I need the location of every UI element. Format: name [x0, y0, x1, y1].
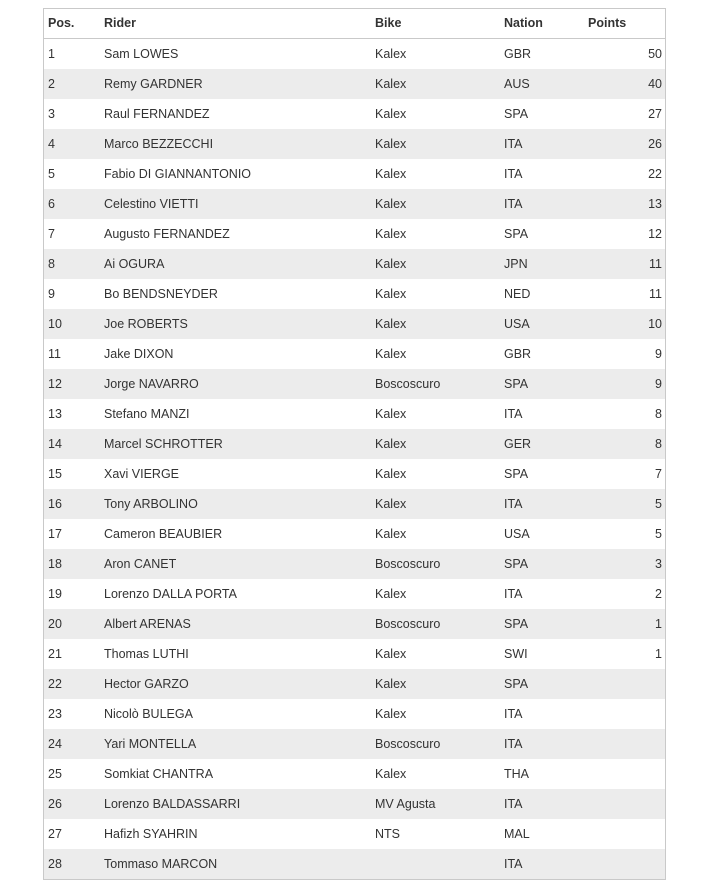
table-row: [44, 129, 665, 159]
bike-cell: Kalex: [375, 467, 407, 481]
nation-cell: USA: [504, 527, 530, 541]
nation-cell: ITA: [504, 167, 523, 181]
nation-cell: AUS: [504, 77, 530, 91]
rider-cell: Lorenzo BALDASSARRI: [104, 797, 241, 811]
nation-cell: GBR: [504, 347, 532, 361]
bike-cell: Kalex: [375, 767, 407, 781]
nation-cell: SPA: [504, 227, 529, 241]
nation-cell: SPA: [504, 557, 529, 571]
table-row: [44, 39, 665, 69]
pos-cell: 20: [48, 617, 62, 631]
table-row: [44, 459, 665, 489]
nation-cell: ITA: [504, 857, 523, 871]
table-row: [44, 69, 665, 99]
points-cell: 50: [648, 47, 662, 61]
table-row: [44, 399, 665, 429]
points-cell: 9: [655, 377, 662, 391]
rider-cell: Celestino VIETTI: [104, 197, 199, 211]
points-cell: 7: [655, 467, 662, 481]
pos-cell: 24: [48, 737, 62, 751]
pos-cell: 6: [48, 197, 55, 211]
rider-cell: Hafizh SYAHRIN: [104, 827, 198, 841]
points-cell: 5: [655, 527, 662, 541]
bike-cell: Kalex: [375, 707, 407, 721]
rider-cell: Marcel SCHROTTER: [104, 437, 223, 451]
points-cell: 2: [655, 587, 662, 601]
bike-cell: Boscoscuro: [375, 557, 441, 571]
nation-cell: ITA: [504, 707, 523, 721]
rider-cell: Somkiat CHANTRA: [104, 767, 214, 781]
nation-cell: SPA: [504, 107, 529, 121]
pos-cell: 27: [48, 827, 62, 841]
points-cell: 12: [648, 227, 662, 241]
points-cell: 40: [648, 77, 662, 91]
points-cell: 1: [655, 647, 662, 661]
table-row: [44, 489, 665, 519]
bike-cell: Kalex: [375, 257, 407, 271]
rider-cell: Nicolò BULEGA: [104, 707, 193, 721]
points-cell: 26: [648, 137, 662, 151]
rider-cell: Hector GARZO: [104, 677, 189, 691]
bike-cell: Kalex: [375, 317, 407, 331]
pos-cell: 11: [48, 347, 61, 361]
table-row: [44, 219, 665, 249]
header-pos: Pos.: [48, 16, 75, 30]
bike-cell: NTS: [375, 827, 400, 841]
points-cell: 9: [655, 347, 662, 361]
table-row: [44, 519, 665, 549]
nation-cell: USA: [504, 317, 530, 331]
rider-cell: Lorenzo DALLA PORTA: [104, 587, 237, 601]
pos-cell: 13: [48, 407, 62, 421]
table-row: [44, 339, 665, 369]
nation-cell: ITA: [504, 737, 523, 751]
rider-cell: Stefano MANZI: [104, 407, 190, 421]
pos-cell: 17: [48, 527, 62, 541]
table-row: [44, 429, 665, 459]
rider-cell: Thomas LUTHI: [104, 647, 189, 661]
points-cell: 22: [648, 167, 662, 181]
rider-cell: Tony ARBOLINO: [104, 497, 198, 511]
rider-cell: Yari MONTELLA: [104, 737, 197, 751]
bike-cell: Boscoscuro: [375, 377, 441, 391]
table-row: [44, 669, 665, 699]
bike-cell: Kalex: [375, 407, 407, 421]
nation-cell: NED: [504, 287, 531, 301]
pos-cell: 22: [48, 677, 62, 691]
rider-cell: Tommaso MARCON: [104, 857, 218, 871]
bike-cell: Kalex: [375, 77, 407, 91]
nation-cell: ITA: [504, 587, 523, 601]
nation-cell: ITA: [504, 137, 523, 151]
pos-cell: 2: [48, 77, 55, 91]
table-row: [44, 699, 665, 729]
rider-cell: Xavi VIERGE: [104, 467, 180, 481]
bike-cell: Kalex: [375, 677, 407, 691]
header-nation: Nation: [504, 16, 543, 30]
rider-cell: Raul FERNANDEZ: [104, 107, 210, 121]
table-row: [44, 369, 665, 399]
rider-cell: Albert ARENAS: [104, 617, 191, 631]
pos-cell: 19: [48, 587, 62, 601]
bike-cell: MV Agusta: [375, 797, 436, 811]
bike-cell: Kalex: [375, 527, 407, 541]
pos-cell: 25: [48, 767, 62, 781]
points-cell: 27: [648, 107, 662, 121]
nation-cell: SPA: [504, 377, 529, 391]
pos-cell: 21: [48, 647, 62, 661]
pos-cell: 1: [48, 47, 55, 61]
bike-cell: Kalex: [375, 437, 407, 451]
bike-cell: Kalex: [375, 107, 407, 121]
table-row: [44, 189, 665, 219]
bike-cell: Kalex: [375, 287, 407, 301]
table-row: [44, 159, 665, 189]
pos-cell: 26: [48, 797, 62, 811]
rider-cell: Fabio DI GIANNANTONIO: [104, 167, 252, 181]
rider-cell: Ai OGURA: [104, 257, 165, 271]
rider-cell: Aron CANET: [104, 557, 177, 571]
rider-cell: Cameron BEAUBIER: [104, 527, 223, 541]
rider-cell: Bo BENDSNEYDER: [104, 287, 218, 301]
table-row: [44, 309, 665, 339]
pos-cell: 10: [48, 317, 62, 331]
table-row: [44, 759, 665, 789]
table-row: [44, 639, 665, 669]
nation-cell: MAL: [504, 827, 530, 841]
table-row: [44, 819, 665, 849]
table-header: [44, 9, 665, 39]
table-row: [44, 609, 665, 639]
standings-table: [43, 8, 666, 880]
nation-cell: ITA: [504, 497, 523, 511]
nation-cell: ITA: [504, 407, 523, 421]
header-points: Points: [588, 16, 627, 30]
points-cell: 10: [648, 317, 662, 331]
points-cell: 11: [649, 257, 662, 271]
table-row: [44, 279, 665, 309]
bike-cell: Kalex: [375, 47, 407, 61]
pos-cell: 9: [48, 287, 55, 301]
nation-cell: THA: [504, 767, 529, 781]
bike-cell: Boscoscuro: [375, 737, 441, 751]
points-cell: 8: [655, 437, 662, 451]
bike-cell: Kalex: [375, 137, 407, 151]
pos-cell: 8: [48, 257, 55, 271]
rider-cell: Remy GARDNER: [104, 77, 203, 91]
nation-cell: ITA: [504, 197, 523, 211]
table-row: [44, 579, 665, 609]
nation-cell: SPA: [504, 677, 529, 691]
points-cell: 1: [655, 617, 662, 631]
table-row: [44, 549, 665, 579]
bike-cell: Kalex: [375, 647, 407, 661]
pos-cell: 12: [48, 377, 62, 391]
header-rider: Rider: [104, 16, 136, 30]
table-row: [44, 729, 665, 759]
nation-cell: SPA: [504, 467, 529, 481]
table-row: [44, 789, 665, 819]
points-cell: 8: [655, 407, 662, 421]
bike-cell: Kalex: [375, 587, 407, 601]
bike-cell: Kalex: [375, 497, 407, 511]
pos-cell: 4: [48, 137, 55, 151]
pos-cell: 3: [48, 107, 55, 121]
rider-cell: Jake DIXON: [104, 347, 174, 361]
pos-cell: 28: [48, 857, 62, 871]
pos-cell: 16: [48, 497, 62, 511]
nation-cell: JPN: [504, 257, 528, 271]
points-cell: 5: [655, 497, 662, 511]
bike-cell: Kalex: [375, 197, 407, 211]
pos-cell: 15: [48, 467, 62, 481]
rider-cell: Marco BEZZECCHI: [104, 137, 214, 151]
pos-cell: 7: [48, 227, 55, 241]
bike-cell: Kalex: [375, 347, 407, 361]
table-body: [44, 39, 665, 879]
nation-cell: GER: [504, 437, 532, 451]
points-cell: 3: [655, 557, 662, 571]
rider-cell: Jorge NAVARRO: [104, 377, 199, 391]
nation-cell: SWI: [504, 647, 528, 661]
bike-cell: Kalex: [375, 167, 407, 181]
points-cell: 11: [649, 287, 662, 301]
bike-cell: Kalex: [375, 227, 407, 241]
table-row: [44, 99, 665, 129]
rider-cell: Joe ROBERTS: [104, 317, 188, 331]
pos-cell: 5: [48, 167, 55, 181]
points-cell: 13: [648, 197, 662, 211]
nation-cell: ITA: [504, 797, 523, 811]
rider-cell: Augusto FERNANDEZ: [104, 227, 230, 241]
rider-cell: Sam LOWES: [104, 47, 179, 61]
nation-cell: SPA: [504, 617, 529, 631]
table-row: [44, 249, 665, 279]
table-row: [44, 849, 665, 879]
pos-cell: 14: [48, 437, 62, 451]
header-bike: Bike: [375, 16, 402, 30]
pos-cell: 23: [48, 707, 62, 721]
bike-cell: Boscoscuro: [375, 617, 441, 631]
pos-cell: 18: [48, 557, 62, 571]
nation-cell: GBR: [504, 47, 532, 61]
